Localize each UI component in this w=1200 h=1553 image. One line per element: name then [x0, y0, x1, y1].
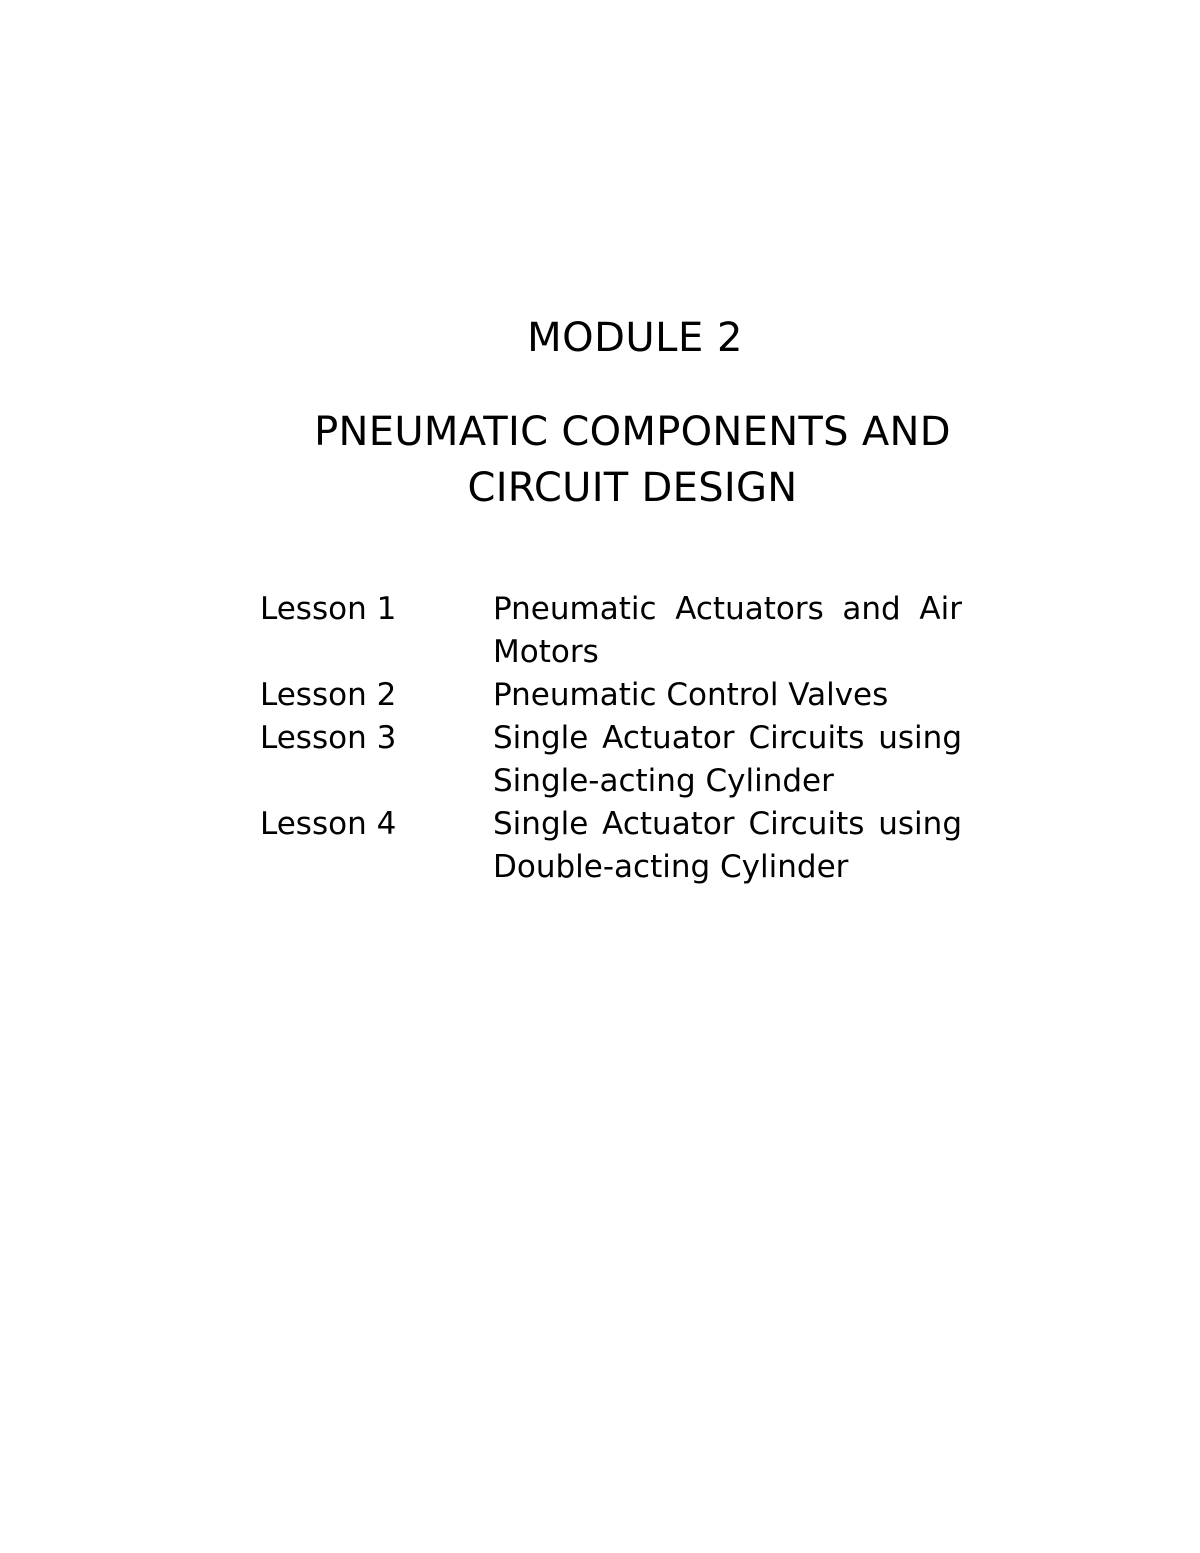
lesson-title: Single Actuator Circuits using Double-acting Cylinder [493, 806, 962, 885]
lesson-item-2 [260, 674, 962, 717]
lesson-title: Pneumatic Control Valves [493, 677, 889, 713]
lesson-number: Lesson 4 [260, 806, 397, 842]
lesson-number: Lesson 1 [260, 591, 397, 627]
lesson-number: Lesson 2 [260, 677, 397, 713]
lesson-title: Pneumatic Actuators and Air Motors [493, 591, 962, 670]
module-subtitle [0, 404, 1200, 516]
module-subtitle-line-1: PNEUMATIC COMPONENTS AND [314, 409, 951, 455]
module-subtitle-line-2: CIRCUIT DESIGN [467, 465, 798, 511]
module-title: MODULE 2 [527, 315, 743, 361]
lesson-number: Lesson 3 [260, 720, 397, 756]
lesson-item-4 [260, 803, 962, 889]
lesson-title: Single Actuator Circuits using Single-acting Cylinder [493, 720, 962, 799]
lesson-list [260, 588, 962, 889]
lesson-item-3 [260, 717, 962, 803]
lesson-item-1 [260, 588, 962, 674]
